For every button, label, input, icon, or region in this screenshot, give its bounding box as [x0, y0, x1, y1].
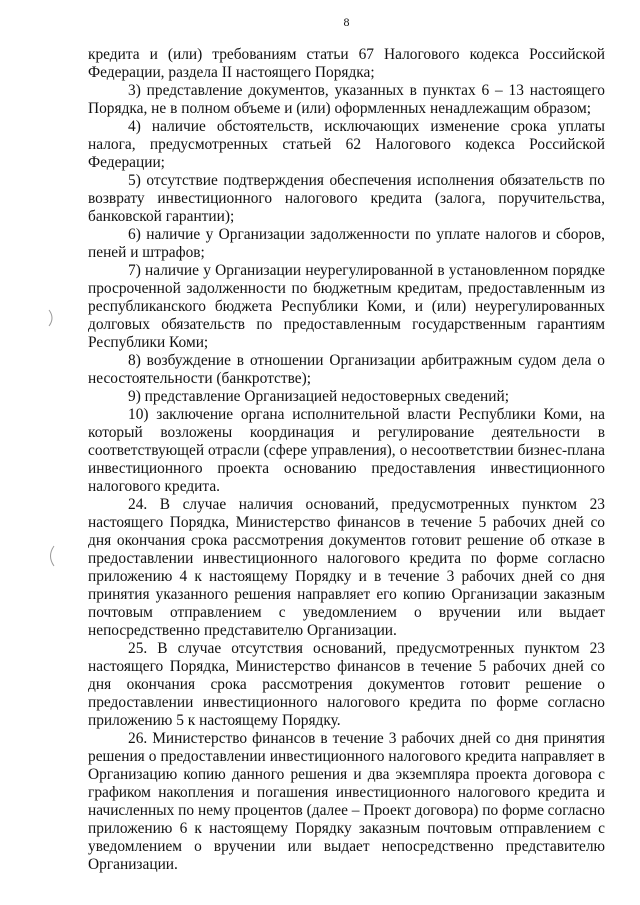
list-item-10: 10) заключение органа исполнительной власти Республики Коми, на который возложены координация и регулирование деятельности в соответствующей отрасли (сфере управления), о несоответствии бизнес-плана инвестиционного проекта основанию предоставления инвестиционного налогового кредита. [88, 406, 605, 495]
punch-hole-mark [44, 308, 60, 328]
list-item-8: 8) возбуждение в отношении Организации арбитражным судом дела о несостоятельности (банкротстве); [88, 352, 605, 387]
list-item-5: 5) отсутствие подтверждения обеспечения исполнения обязательств по возврату инвестиционного налогового кредита (залога, поручительства, банковской гарантии); [88, 172, 605, 225]
paragraph-continuation: кредита и (или) требованиям статьи 67 Налогового кодекса Российской Федерации, раздела II настоящего Порядка; [88, 46, 605, 81]
punch-hole-mark [44, 544, 60, 568]
page-number: 8 [343, 15, 350, 29]
list-item-9: 9) представление Организацией недостоверных сведений; [128, 388, 510, 405]
list-item-6: 6) наличие у Организации задолженности по уплате налогов и сборов, пеней и штрафов; [88, 226, 605, 261]
list-item-7: 7) наличие у Организации неурегулированной в установленном порядке просроченной задолженности по бюджетным кредитам, предоставленным из республиканского бюджета Республики Коми, и (или) неурегулированных долговых обязательств по предоставленным государственным гарантиям Республики Коми; [88, 262, 605, 351]
document-body [88, 46, 605, 874]
list-item-3: 3) представление документов, указанных в пунктах 6 – 13 настоящего Порядка, не в полном объеме и (или) оформленных ненадлежащим образом; [88, 82, 605, 117]
clause-24: 24. В случае наличия оснований, предусмотренных пунктом 23 настоящего Порядка, Министерство финансов в течение 5 рабочих дней со дня окончания срока рассмотрения документов готовит решение об отказе в предоставлении инвестиционного налогового кредита по форме согласно приложению 4 к настоящему Порядку и в течение 3 рабочих дней со дня принятия указанного решения направляет его копию Организации заказным почтовым отправлением с уведомлением о вручении или выдает непосредственно представителю Организации. [88, 496, 605, 639]
list-item-4: 4) наличие обстоятельств, исключающих изменение срока уплаты налога, предусмотренных статьей 62 Налогового кодекса Российской Федерации; [88, 118, 605, 171]
clause-26: 26. Министерство финансов в течение 3 рабочих дней со дня принятия решения о предоставлении инвестиционного налогового кредита направляет в Организацию копию данного решения и два экземпляра проекта договора с графиком накопления и погашения инвестиционного налогового кредита и начисленных по нему процентов (далее – Проект договора) по форме согласно приложению 6 к настоящему Порядку заказным почтовым отправлением с уведомлением о вручении или выдает непосредственно представителю Организации. [88, 730, 605, 873]
clause-25: 25. В случае отсутствия оснований, предусмотренных пунктом 23 настоящего Порядка, Министерство финансов в течение 5 рабочих дней со дня окончания срока рассмотрения документов готовит решение о предоставлении инвестиционного налогового кредита по форме согласно приложению 5 к настоящему Порядку. [88, 640, 605, 729]
